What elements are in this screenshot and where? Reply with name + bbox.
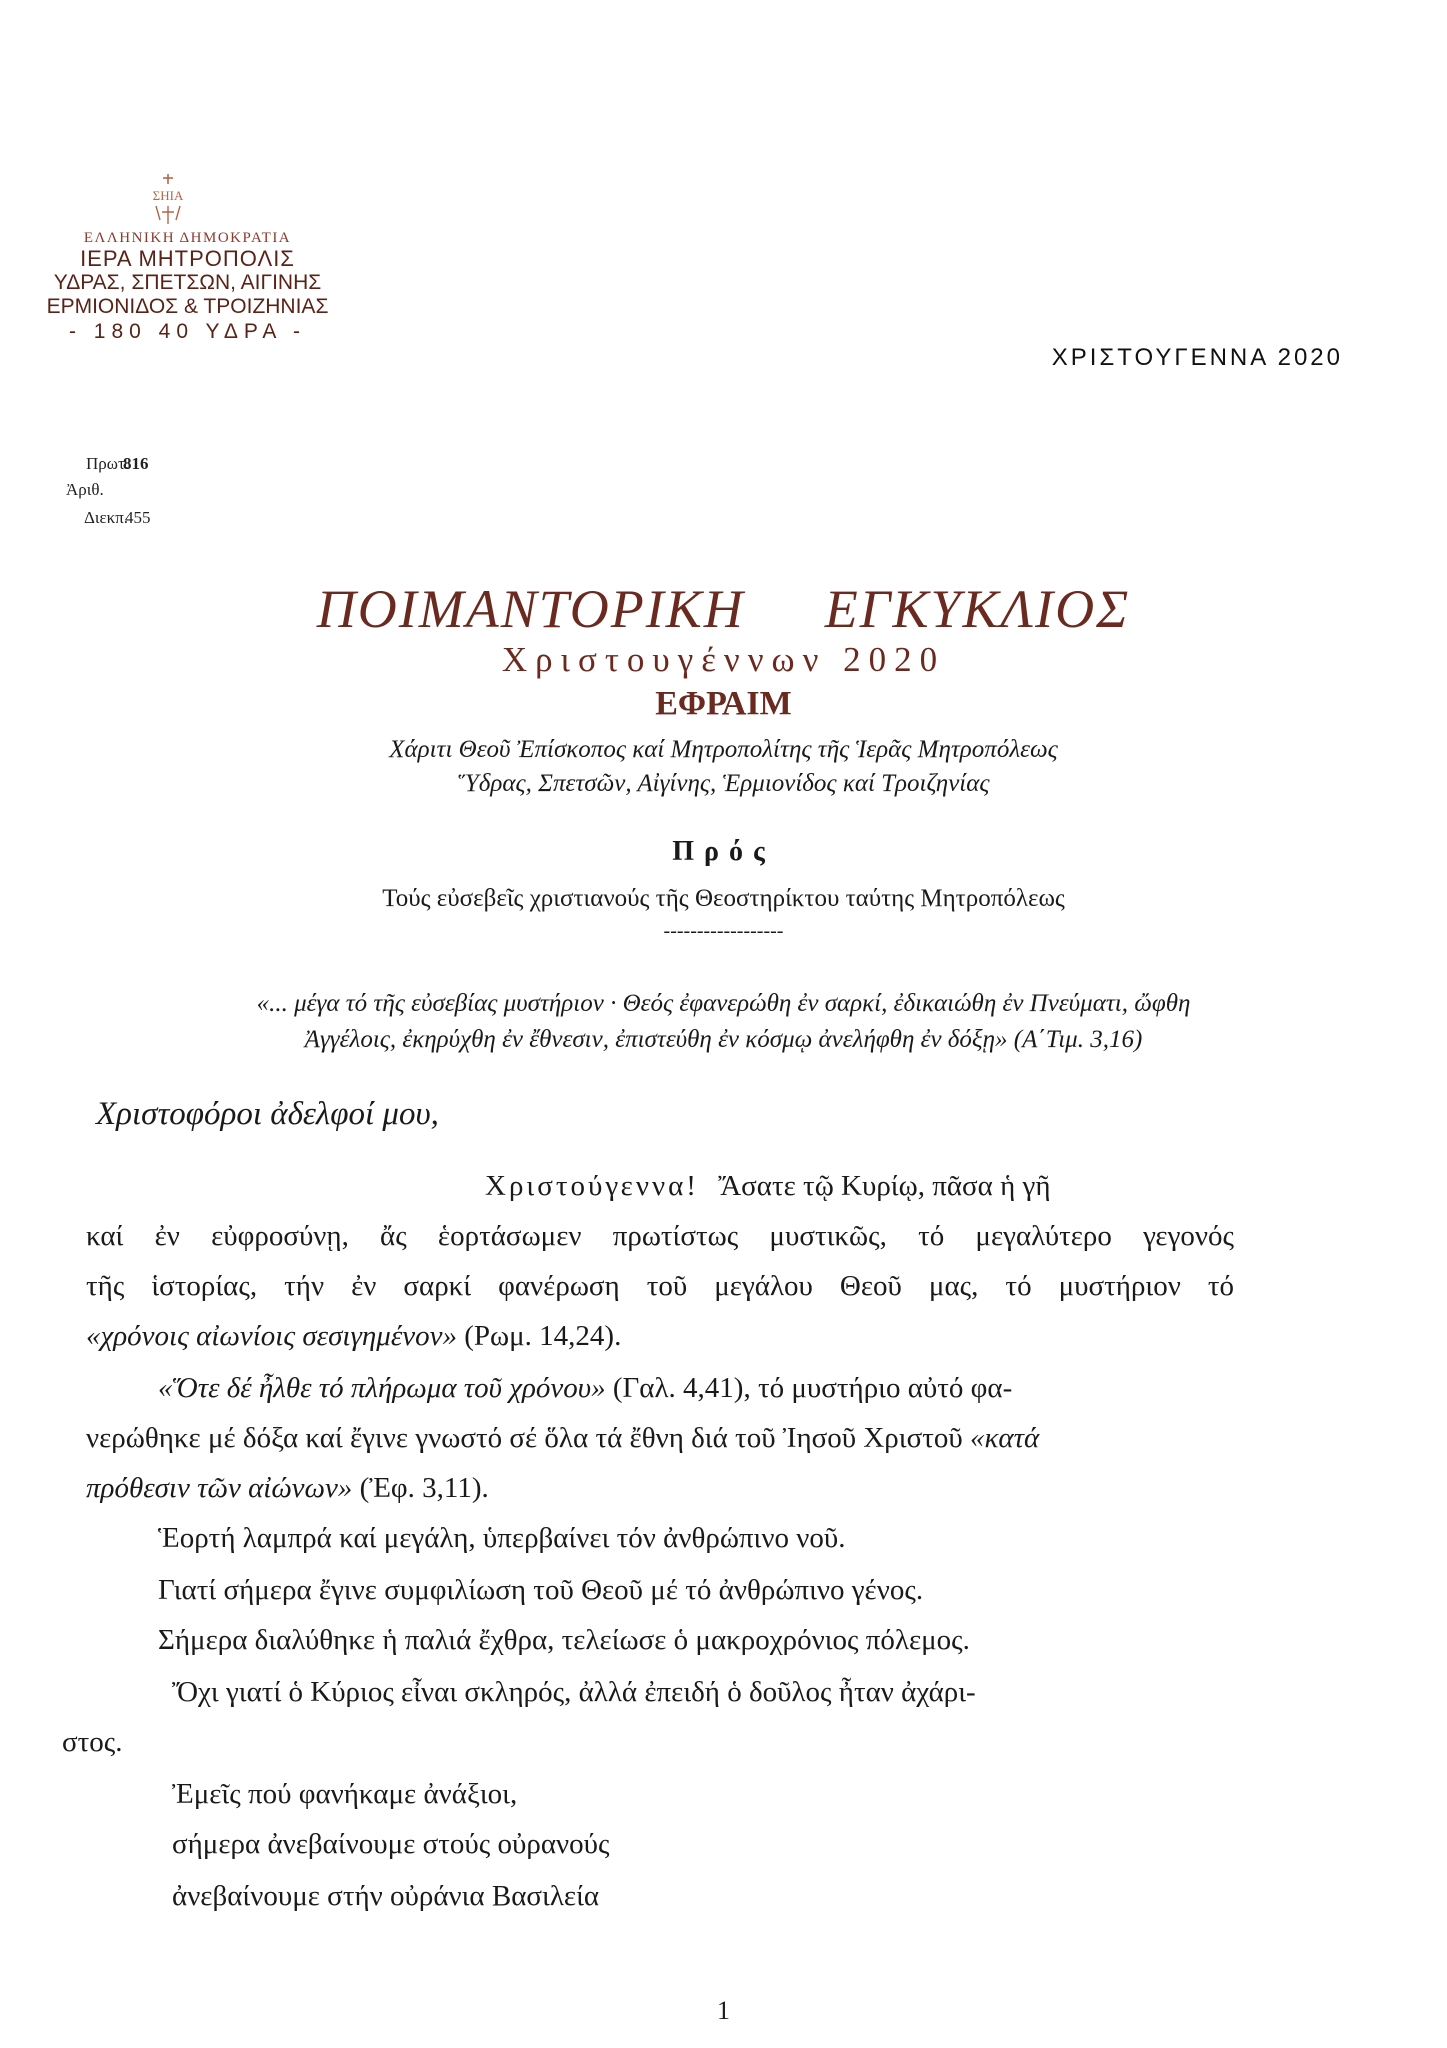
body-line-6 xyxy=(86,1422,1234,1455)
body-line-8: Ἑορτή λαμπρά καί μεγάλη, ὑπερβαίνει τόν ἀνθρώπινο νοῦ. xyxy=(158,1522,846,1554)
epigraph-line2: Ἀγγέλοις, ἐκηρύχθη ἐν ἔθνεσιν, ἐπιστεύθη ἐν κόσμῳ ἀνελήφθη ἐν δόξῃ» (Α΄Τιμ. 3,16) xyxy=(304,1026,1143,1053)
addressed-to-heading: Πρός xyxy=(672,836,775,867)
body-line-3: τῆς ἱστορίας, τήν ἐν σαρκί φανέρωση τοῦ μεγάλου Θεοῦ μας, τό μυστήριον τό xyxy=(86,1270,1234,1302)
document-title-word1: ΠΟΙΜΑΝΤΟΡΙΚΗ xyxy=(316,579,745,639)
body-line-11: Ὄχι γιατί ὁ Κύριος εἶναι σκληρός, ἀλλά ἐπειδή ὁ δοῦλος ἦταν ἀχάρι- xyxy=(172,1676,976,1708)
dispatch-label: Διεκπ. xyxy=(84,508,129,527)
letterhead-state: ΕΛΛΗΝΙΚΗ ΔΗΜΟΚΡΑΤΙΑ xyxy=(83,230,292,246)
body-line-7 xyxy=(86,1472,1234,1505)
citation-galatians-ref: (Γαλ. 4,41), τό μυστήριο αὐτό φα- xyxy=(612,1372,1013,1404)
page-number: 1 xyxy=(717,1996,730,2025)
greeting: Χριστοφόροι ἀδελφοί μου, xyxy=(96,1096,439,1132)
svg-text:ΣΗΙΑ: ΣΗΙΑ xyxy=(152,188,184,203)
body-line-14: σήμερα ἀνεβαίνουμε στούς οὐρανούς xyxy=(172,1828,610,1860)
document-title xyxy=(0,578,1447,640)
citation-ephesians-start: «κατά xyxy=(969,1422,1040,1454)
number-label: Ἀριθ. xyxy=(66,480,104,499)
bishop-title-line2: Ὕδρας, Σπετσῶν, Αἰγίνης, Ἑρμιονίδος καί Τροιζηνίας xyxy=(457,770,990,797)
body-line-1 xyxy=(485,1170,1234,1203)
body-line-1-rest: Ἄσατε τῷ Κυρίῳ, πᾶσα ἡ γῆ xyxy=(718,1170,1051,1202)
letterhead-metropolis: ΙΕΡΑ ΜΗΤΡΟΠΟΛΙΣ xyxy=(80,246,295,271)
document-subtitle: Χριστουγέννων 2020 xyxy=(501,640,946,679)
body-line-5 xyxy=(158,1372,1234,1405)
letterhead-islands: ΥΔΡΑΣ, ΣΠΕΤΣΩΝ, ΑΙΓΙΝΗΣ xyxy=(53,271,322,294)
author-name: ΕΦΡΑΙΜ xyxy=(655,685,792,722)
letterhead-postcode: - 180 40 ΥΔΡΑ - xyxy=(68,320,307,343)
protocol-number xyxy=(123,454,149,474)
citation-ephesians: πρόθεσιν τῶν αἰώνων» xyxy=(86,1472,353,1504)
separator: ------------------ xyxy=(663,920,784,942)
body-line-13: Ἐμεῖς πού φανήκαμε ἀνάξιοι, xyxy=(172,1778,518,1810)
body-line-2: καί ἐν εὐφροσύνῃ, ἄς ἑορτάσωμεν πρωτίστως μυστικῶς, τό μεγαλύτερο γεγονός xyxy=(86,1220,1234,1252)
protocol-number-value: 816 xyxy=(123,454,149,473)
citation-ephesians-ref: (Ἐφ. 3,11). xyxy=(359,1472,489,1504)
bishop-title-line1: Χάριτι Θεοῦ Ἐπίσκοπος καί Μητροπολίτης τῆς Ἱερᾶς Μητροπόλεως xyxy=(389,736,1058,763)
citation-galatians: «Ὅτε δέ ἦλθε τό πλήρωμα τοῦ χρόνου» xyxy=(158,1372,606,1404)
body-line-15: ἀνεβαίνουμε στήν οὐράνια Βασιλεία xyxy=(172,1880,600,1912)
document-title-word2: ΕΓΚΥΚΛΙΟΣ xyxy=(824,579,1131,639)
citation-romans: «χρόνοις αἰωνίοις σεσιγημένον» xyxy=(86,1320,458,1352)
date-label: ΧΡΙΣΤΟΥΓΕΝΝΑ 2020 xyxy=(1051,344,1343,371)
letterhead xyxy=(40,230,335,345)
letterhead-regions: ΕΡΜΙΟΝΙΔΟΣ & ΤΡΟΙΖΗΝΙΑΣ xyxy=(46,295,329,318)
protocol-label: Πρωτ. xyxy=(86,454,130,473)
body-line-12: στος. xyxy=(62,1726,123,1758)
body-line-6-text: νερώθηκε μέ δόξα καί ἔγινε γνωστό σέ ὅλα τά ἔθνη διά τοῦ Ἰησοῦ Χριστοῦ xyxy=(86,1422,963,1454)
body-line-9: Γιατί σήμερα ἔγινε συμφιλίωση τοῦ Θεοῦ μέ τό ἀνθρώπινο γένος. xyxy=(158,1574,924,1606)
body-line-4 xyxy=(86,1320,1234,1353)
citation-romans-ref: (Ρωμ. 14,24). xyxy=(464,1320,622,1352)
recipients-line: Τούς εὐσεβεῖς χριστιανούς τῆς Θεοστηρίκτου ταύτης Μητροπόλεως xyxy=(382,885,1065,912)
body-line-10: Σήμερα διαλύθηκε ἡ παλιά ἔχθρα, τελείωσε ὁ μακροχρόνιος πόλεμος. xyxy=(158,1624,970,1656)
christmas-word: Χριστούγεννα! xyxy=(485,1170,699,1202)
epigraph-line1: «... μέγα τό τῆς εὐσεβίας μυστήριον · Θεός ἐφανερώθη ἐν σαρκί, ἐδικαιώθη ἐν Πνεύματι, ὤφθη xyxy=(256,990,1191,1017)
church-emblem-icon xyxy=(148,172,188,228)
dispatch-number: 455 xyxy=(125,508,151,527)
